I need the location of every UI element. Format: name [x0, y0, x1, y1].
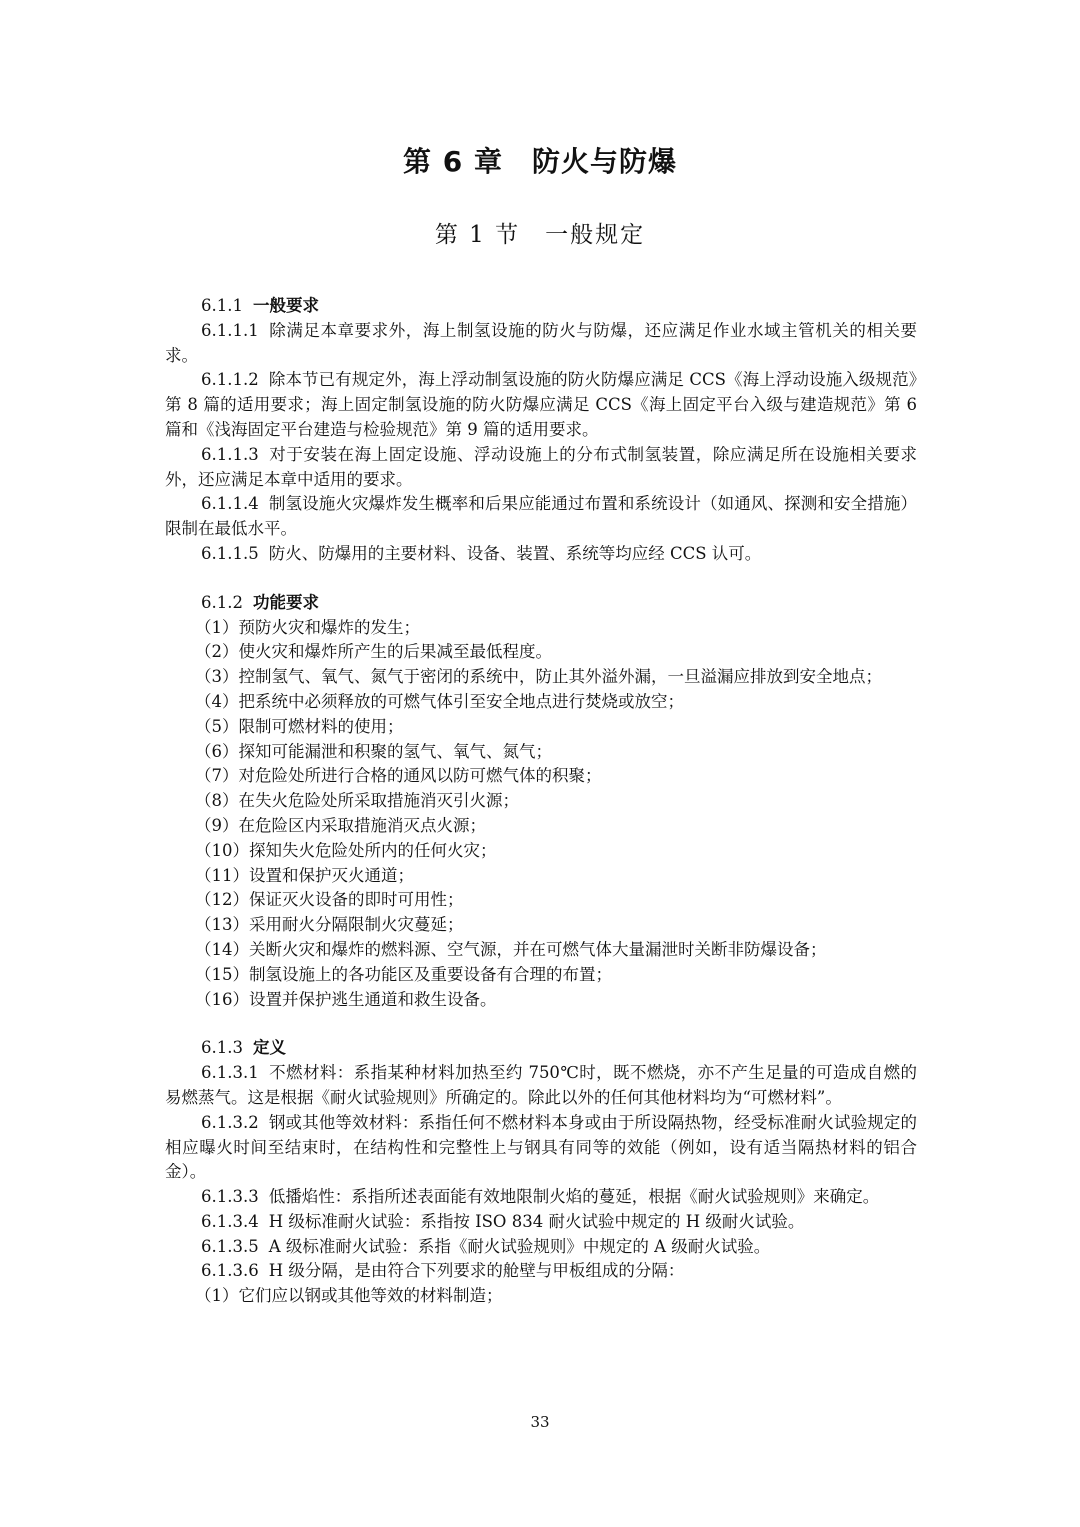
list-item: （15）制氢设施上的各功能区及重要设备有合理的布置； [195, 964, 612, 984]
list-item: （3）控制氢气、氧气、氮气于密闭的系统中，防止其外溢外漏，一旦溢漏应排放到安全地点； [195, 667, 882, 687]
paragraph-number: 6.1.1.5 [201, 543, 259, 563]
paragraph-text: H 级标准耐火试验：系指按 ISO 834 耐火试验中规定的 H 级耐火试验。 [268, 1211, 805, 1231]
list-item: （10）探知失火危险处所内的任何火灾； [195, 840, 497, 860]
paragraph-6-1-1-3 [165, 443, 917, 493]
list-item: （7）对危险处所进行合格的通风以防可燃气体的积聚； [195, 766, 602, 786]
paragraph-text: H 级分隔，是由符合下列要求的舱壁与甲板组成的分隔： [268, 1261, 685, 1281]
heading-number: 6.1.2 [201, 592, 243, 612]
list-item: （2）使火灾和爆炸所产生的后果减至最低程度。 [195, 642, 552, 662]
list-item: （13）采用耐火分隔限制火灾蔓延； [195, 915, 464, 935]
list-item: （5）限制可燃材料的使用； [195, 716, 404, 736]
paragraph-6-1-3-6 [165, 1259, 917, 1284]
paragraph-number: 6.1.3.1 [201, 1063, 259, 1083]
paragraph-6-1-3-1 [165, 1061, 917, 1111]
paragraph-6-1-1-5 [165, 542, 917, 567]
paragraph-number: 6.1.1.3 [201, 444, 259, 464]
paragraph-text: 不燃材料：系指某种材料加热至约 750℃时，既不燃烧，亦不产生足量的可造成自燃的易燃蒸气。这是根据《耐火试验规则》所确定的。除此以外的任何其他材料均为“可燃材料”。 [165, 1063, 917, 1107]
paragraph-6-1-1-2 [165, 368, 917, 442]
heading-number: 6.1.3 [201, 1038, 243, 1058]
paragraph-6-1-3-3 [165, 1185, 917, 1210]
paragraph-text: 对于安装在海上固定设施、浮动设施上的分布式制氢装置，除应满足所在设施相关要求外，还应满足本章中适用的要求。 [165, 444, 917, 489]
list-item: （1）它们应以钢或其他等效的材料制造； [195, 1286, 503, 1306]
paragraph-number: 6.1.1.4 [201, 494, 259, 514]
paragraph-number: 6.1.3.5 [201, 1236, 259, 1256]
heading-title: 一般要求 [252, 296, 319, 315]
section-title: 第 1 节 一般规定 [434, 222, 646, 248]
paragraph-text: 低播焰性：系指所述表面能有效地限制火焰的蔓延，根据《耐火试验规则》来确定。 [268, 1187, 880, 1207]
paragraph-number: 6.1.1.1 [201, 320, 259, 340]
paragraph-text: 除满足本章要求外，海上制氢设施的防火与防爆，还应满足作业水域主管机关的相关要求。 [165, 320, 917, 365]
section-heading-6-1-3 [165, 1036, 917, 1061]
list-item: （8）在失火危险处所采取措施消灭引火源； [195, 791, 519, 811]
spacer [165, 1012, 917, 1036]
paragraph-6-1-1-4 [165, 492, 917, 542]
paragraph-number: 6.1.3.2 [201, 1112, 259, 1132]
paragraph-number: 6.1.1.2 [201, 370, 259, 390]
list-item: （4）把系统中必须释放的可燃气体引至安全地点进行焚烧或放空； [195, 691, 684, 711]
paragraph-6-1-1-1 [165, 319, 917, 369]
list-item: （9）在危险区内采取措施消灭点火源； [195, 815, 486, 835]
heading-number: 6.1.1 [201, 296, 243, 315]
heading-title: 功能要求 [252, 592, 319, 612]
section-heading-6-1-2 [165, 591, 917, 616]
document-body [165, 294, 917, 1309]
list-item: （14）关断火灾和爆炸的燃料源、空气源，并在可燃气体大量漏泄时关断非防爆设备； [195, 939, 827, 959]
list-item: （12）保证灭火设备的即时可用性； [195, 890, 464, 910]
paragraph-text: A 级标准耐火试验：系指《耐火试验规则》中规定的 A 级耐火试验。 [268, 1236, 771, 1256]
paragraph-number: 6.1.3.4 [201, 1211, 259, 1231]
list-item: （6）探知可能漏泄和积聚的氢气、氧气、氮气； [195, 741, 552, 761]
paragraph-6-1-3-5 [165, 1235, 917, 1260]
heading-title: 定义 [252, 1038, 286, 1058]
paragraph-text: 制氢设施火灾爆炸发生概率和后果应能通过布置和系统设计（如通风、探测和安全措施）限制在最低水平。 [165, 494, 917, 539]
paragraph-text: 防火、防爆用的主要材料、设备、装置、系统等均应经 CCS 认可。 [268, 543, 762, 563]
chapter-title: 第 6 章 防火与防爆 [403, 145, 677, 178]
spacer [165, 567, 917, 591]
section-heading-6-1-1 [165, 294, 917, 319]
paragraph-number: 6.1.3.3 [201, 1187, 259, 1207]
paragraph-text: 除本节已有规定外，海上浮动制氢设施的防火防爆应满足 CCS《海上浮动设施入级规范》第 8 篇的适用要求；海上固定制氢设施的防火防爆应满足 CCS《海上固定平台入级与建造规范》第 6 篇和《浅海固定平台建造与检验规范》第 9 篇的适用要求。 [165, 370, 917, 439]
paragraph-6-1-3-4 [165, 1210, 917, 1235]
list-item: （16）设置并保护逃生通道和救生设备。 [195, 989, 497, 1009]
paragraph-text: 钢或其他等效材料：系指任何不燃材料本身或由于所设隔热物，经受标准耐火试验规定的相应曝火时间至结束时，在结构性和完整性上与钢具有同等的效能（例如，设有适当隔热材料的铝合金）。 [165, 1112, 917, 1182]
paragraph-number: 6.1.3.6 [201, 1261, 259, 1281]
list-item: （11）设置和保护灭火通道； [195, 865, 414, 885]
page-number: 33 [530, 1413, 550, 1431]
paragraph-6-1-3-2 [165, 1111, 917, 1185]
list-item: （1）预防火灾和爆炸的发生； [195, 617, 420, 637]
